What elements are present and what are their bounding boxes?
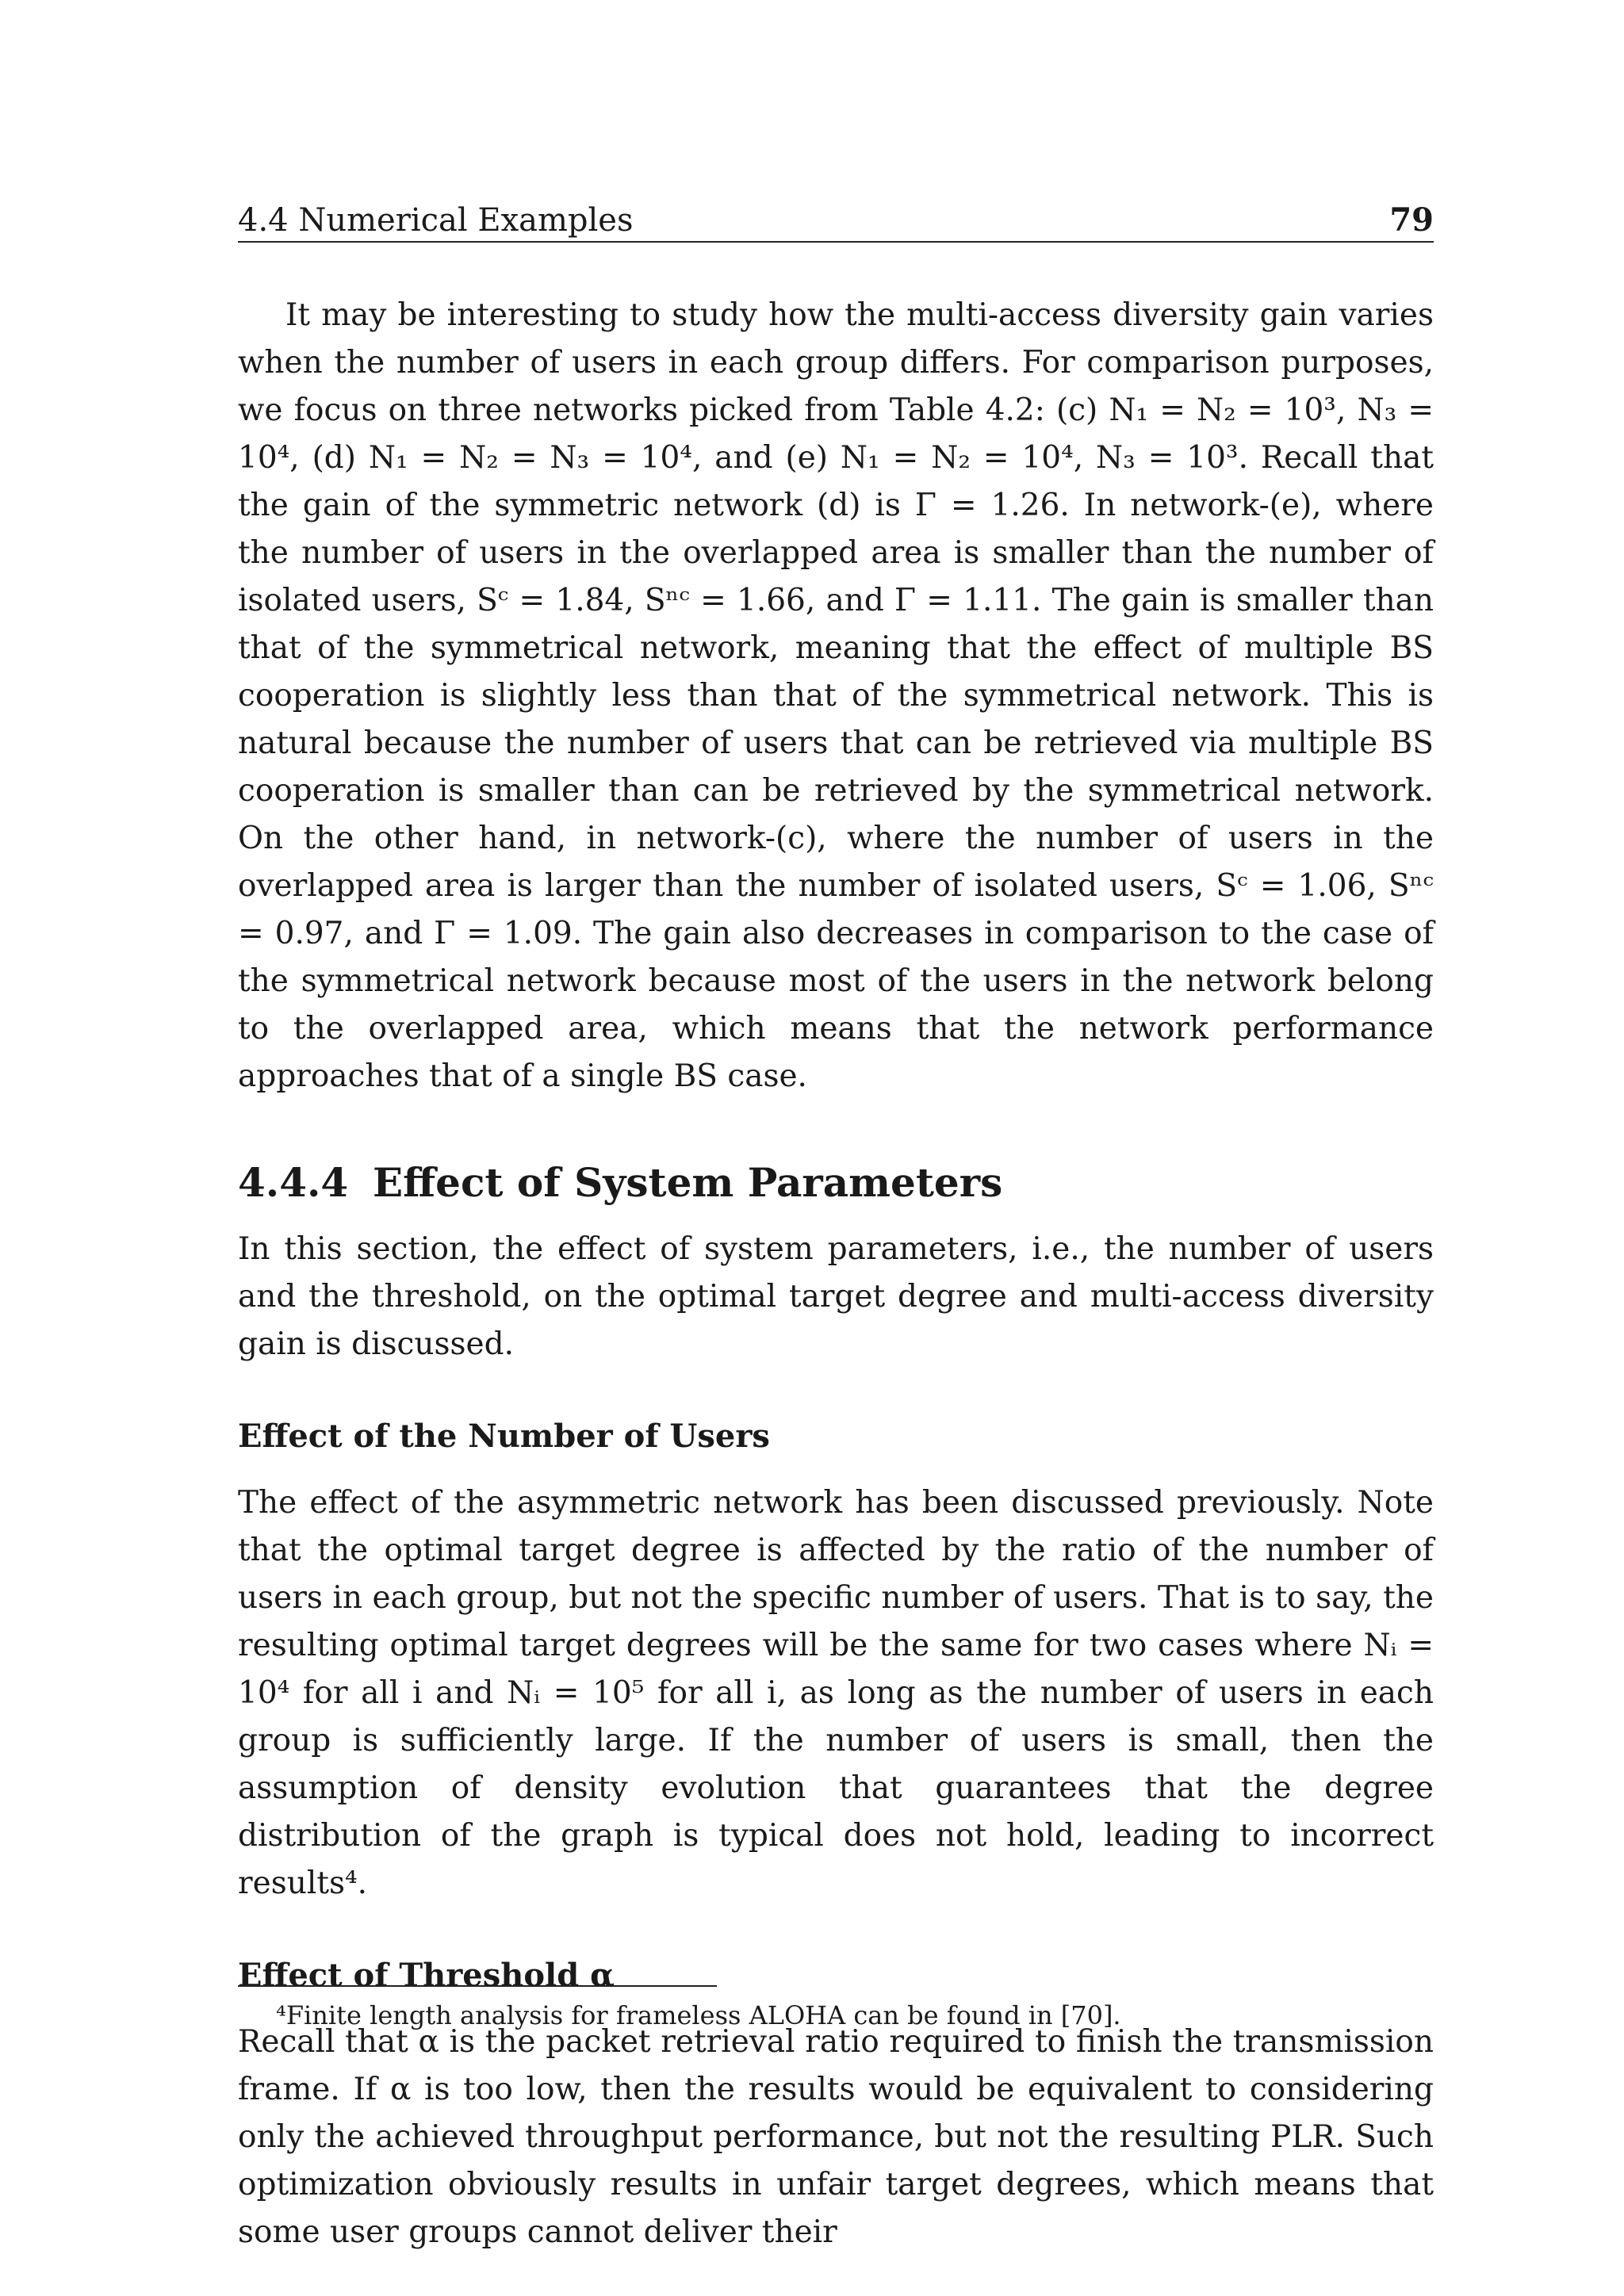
- section-title: Effect of System Parameters: [373, 1159, 1003, 1206]
- footnote: ⁴Finite length analysis for frameless ALOHA can be found in [70].: [276, 2000, 1121, 2030]
- subheading-number-of-users: Effect of the Number of Users: [238, 1418, 770, 1455]
- subheading-threshold: Effect of Threshold α: [238, 1957, 615, 1994]
- page-number: 79: [1389, 201, 1434, 239]
- page: [238, 0, 1434, 2296]
- footnote-rule: [238, 1985, 717, 1987]
- paragraph-number-of-users: The effect of the asymmetric network has been discussed previously. Note that the optimal target degree is affected by the ratio of the number of users in each group, but not the specific number of users. That is to say, the resulting optimal target degrees will be the same for two cases where Nᵢ = 10⁴ for all i and Nᵢ = 10⁵ for all i, as long as the number of users in each group is sufficiently large. If the number of users is small, then the assumption of density evolution that guarantees that the degree distribution of the graph is typical does not hold, leading to incorrect results⁴.: [238, 1485, 1434, 1901]
- body-text: [238, 292, 1434, 2256]
- running-head: [238, 197, 1434, 243]
- paragraph-threshold: Recall that α is the packet retrieval ratio required to finish the transmission frame. If α is too low, then the results would be equivalent to considering only the achieved throughput performance, but not the resulting PLR. Such optimization obviously results in unfair target degrees, which means that some user groups cannot deliver their: [238, 2024, 1434, 2250]
- paragraph-section-intro: In this section, the effect of system parameters, i.e., the number of users and the threshold, on the optimal target degree and multi-access diversity gain is discussed.: [238, 1231, 1434, 1362]
- section-heading: [238, 1158, 1434, 1208]
- paragraph-multi-access-gain: It may be interesting to study how the multi-access diversity gain varies when the number of users in each group differs. For comparison purposes, we focus on three networks picked from Table 4.2: (c) N₁ = N₂ = 10³, N₃ = 10⁴, (d) N₁ = N₂ = N₃ = 10⁴, and (e) N₁ = N₂ = 10⁴, N₃ = 10³. Recall that the gain of the symmetric network (d) is Γ = 1.26. In network-(e), where the number of users in the overlapped area is smaller than the number of isolated users, Sᶜ = 1.84, Sⁿᶜ = 1.66, and Γ = 1.11. The gain is smaller than that of the symmetrical network, meaning that the effect of multiple BS cooperation is slightly less than that of the symmetrical network. This is natural because the number of users that can be retrieved via multiple BS cooperation is smaller than can be retrieved by the symmetrical network. On the other hand, in network-(c), where the number of users in the overlapped area is larger than the number of isolated users, Sᶜ = 1.06, Sⁿᶜ = 0.97, and Γ = 1.09. The gain also decreases in comparison to the case of the symmetrical network because most of the users in the network belong to the overlapped area, which means that the network performance approaches that of a single BS case.: [238, 297, 1434, 1094]
- running-head-section-title: 4.4 Numerical Examples: [238, 202, 634, 239]
- section-number: 4.4.4: [238, 1159, 349, 1206]
